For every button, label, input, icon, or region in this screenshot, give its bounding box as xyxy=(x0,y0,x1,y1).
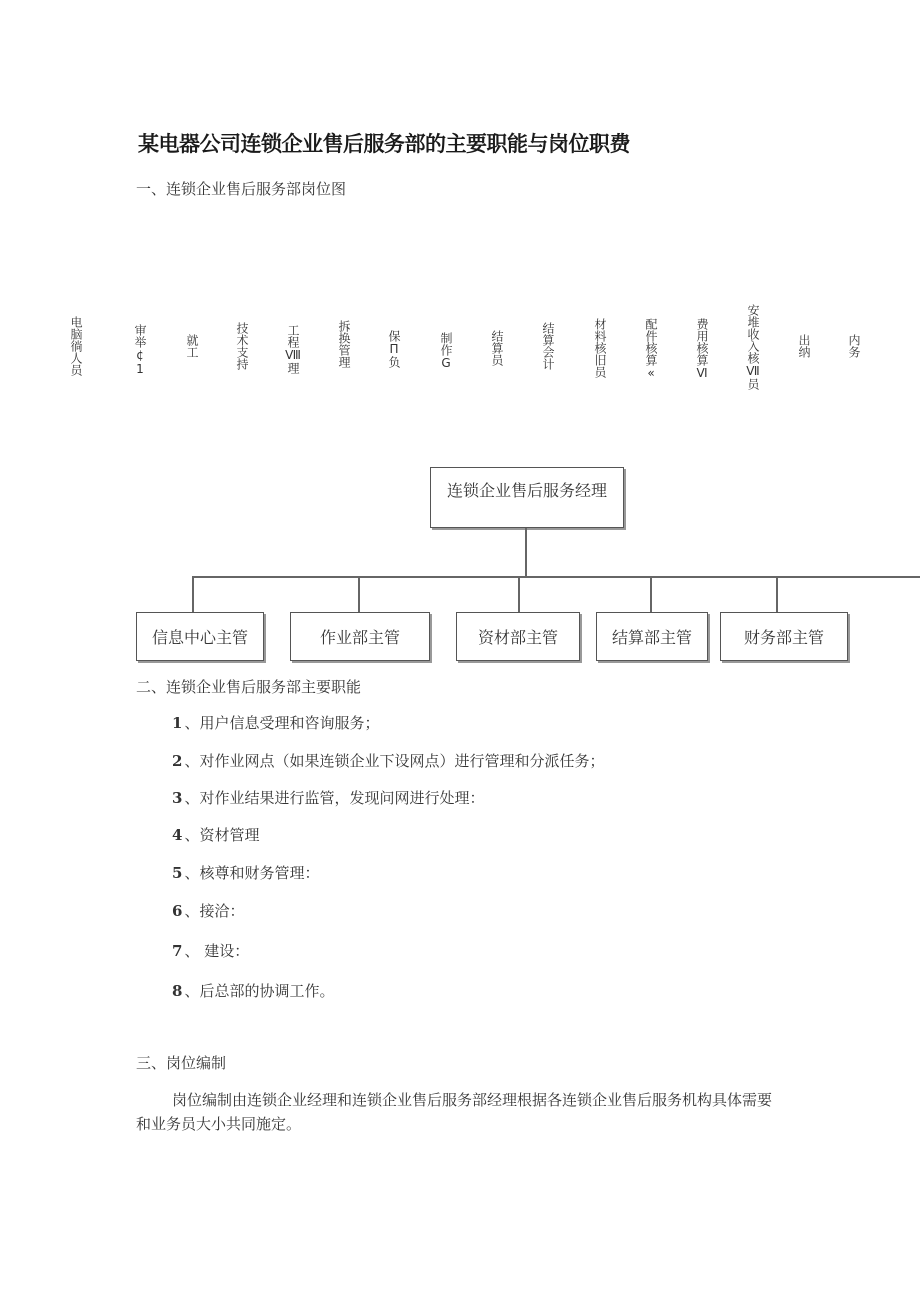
supervisor-box: 信息中心主管 xyxy=(136,612,264,661)
position-label: 费用核算Ⅵ xyxy=(695,318,709,380)
connector-line xyxy=(518,576,520,612)
position-label: 拆换管理 xyxy=(337,320,351,368)
position-label: 就工 xyxy=(185,334,199,358)
list-item xyxy=(172,787,484,808)
connector-line xyxy=(192,576,194,612)
list-item xyxy=(172,824,259,845)
position-label: 内务 xyxy=(847,334,861,358)
item-text: 、对作业结果进行监管，发现问网进行处理： xyxy=(184,789,485,807)
item-text: 、 建设： xyxy=(184,942,250,960)
list-item xyxy=(172,900,244,921)
item-number: 4 xyxy=(172,826,183,844)
position-label: 工程Ⅷ理 xyxy=(286,324,300,374)
connector-line xyxy=(776,576,778,612)
item-text: 、对作业网点（如果连锁企业下设网点）进行管理和分派任务； xyxy=(184,752,605,770)
connector-line xyxy=(358,576,360,612)
supervisor-box: 财务部主管 xyxy=(720,612,848,661)
supervisor-box: 结算部主管 xyxy=(596,612,708,661)
position-label: 电脑徜人员 xyxy=(69,316,83,376)
connector-line xyxy=(192,576,920,578)
item-number: 1 xyxy=(172,714,183,732)
position-label: 保П负 xyxy=(387,330,401,368)
supervisor-box: 资材部主管 xyxy=(456,612,580,661)
list-item xyxy=(172,712,379,733)
position-label: 技术支持 xyxy=(235,322,249,370)
item-text: 、用户信息受理和咨询服务； xyxy=(184,714,380,732)
list-item xyxy=(172,980,334,1001)
section2-heading: 二、连锁企业售后服务部主要职能 xyxy=(136,678,362,696)
position-label: 结算员 xyxy=(490,330,504,366)
item-number: 7 xyxy=(172,942,183,960)
item-text: 、接洽： xyxy=(184,902,245,920)
position-label: 材料核旧员 xyxy=(593,318,607,378)
position-label: 配件核算« xyxy=(644,318,658,380)
list-item xyxy=(172,862,319,883)
manager-box: 连锁企业售后服务经理 xyxy=(430,467,624,528)
item-text: 、核尊和财务管理： xyxy=(184,864,320,882)
position-label: 审举¢1 xyxy=(133,324,147,376)
position-label: 制作G xyxy=(439,332,453,370)
section3-heading: 三、岗位编制 xyxy=(136,1054,227,1072)
item-number: 2 xyxy=(172,752,183,770)
section3-paragraph: 岗位编制由连锁企业经理和连锁企业售后服务部经理根据各连锁企业售后服务机构具体需要和业务员大小共同施定。 xyxy=(136,1091,773,1133)
item-number: 3 xyxy=(172,789,183,807)
position-label: 结算会计 xyxy=(541,322,555,370)
connector-line xyxy=(525,528,527,577)
item-number: 6 xyxy=(172,902,183,920)
position-label: 出纳 xyxy=(797,334,811,358)
item-number: 8 xyxy=(172,982,183,1000)
connector-line xyxy=(650,576,652,612)
item-text: 、后总部的协调工作。 xyxy=(184,982,335,1000)
list-item xyxy=(172,750,604,771)
item-text: 、资材管理 xyxy=(184,826,260,844)
position-label: 安堆收入核Ⅶ员 xyxy=(746,304,760,390)
list-item xyxy=(172,940,249,961)
document-title: 某电器公司连锁企业售后服务部的主要职能与岗位职费 xyxy=(138,132,630,156)
supervisor-box: 作业部主管 xyxy=(290,612,430,661)
section1-heading: 一、连锁企业售后服务部岗位图 xyxy=(136,180,347,198)
item-number: 5 xyxy=(172,864,183,882)
